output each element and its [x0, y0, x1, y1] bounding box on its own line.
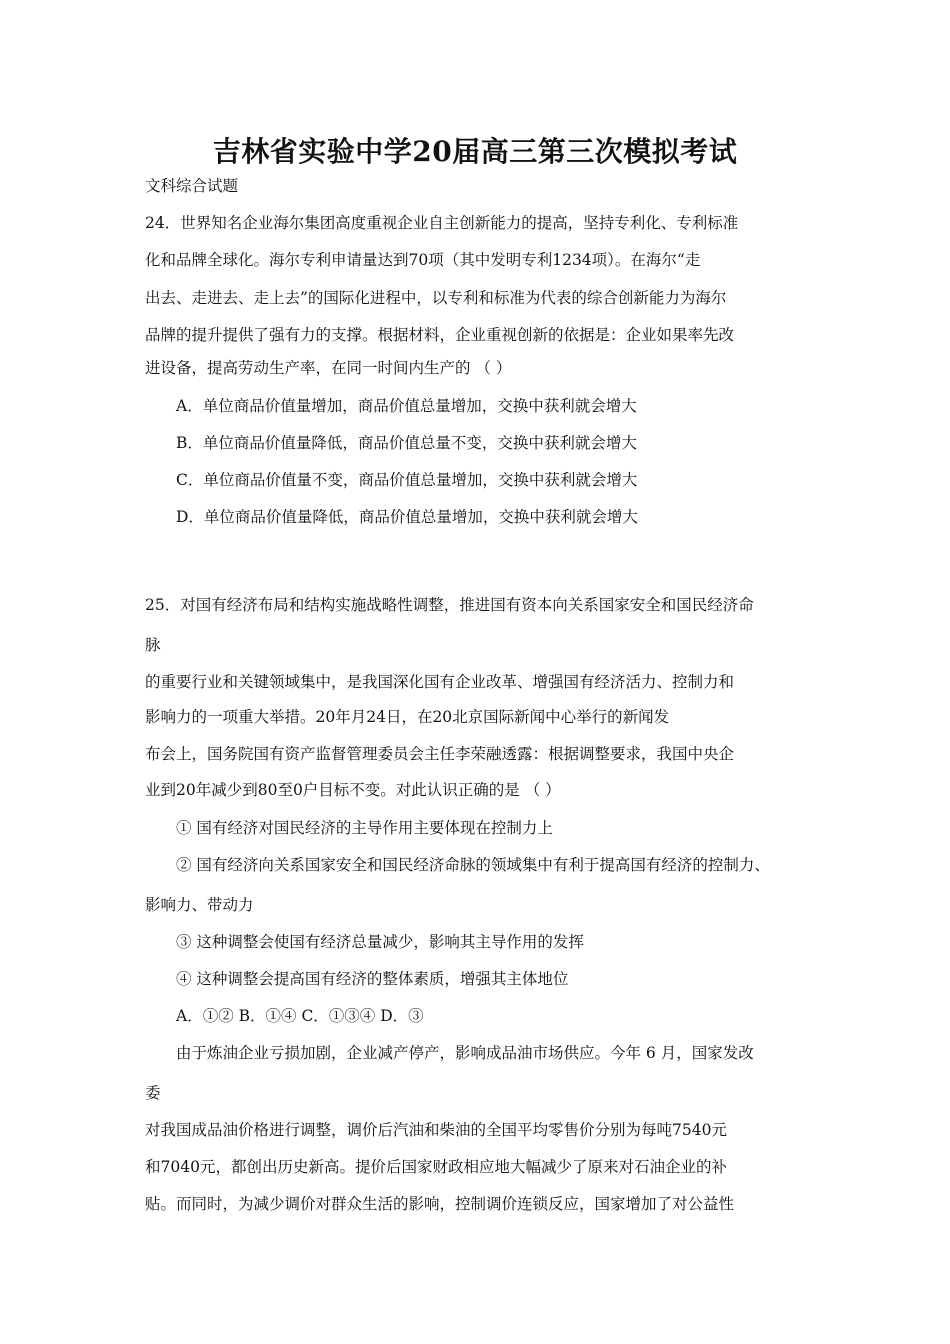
- question-24-option-c: C．单位商品价值量不变，商品价值总量增加，交换中获利就会增大: [176, 471, 638, 489]
- question-25-statement-1: ① 国有经济对国民经济的主导作用主要体现在控制力上: [176, 819, 553, 837]
- passage-line: 由于炼油企业亏损加剧，企业减产停产，影响成品油市场供应。今年 6 月，国家发改: [176, 1044, 754, 1062]
- question-25-answer-options: A．①② B．①④ C．①③④ D．③: [176, 1007, 424, 1025]
- question-25-statement-2-cont: 影响力、带动力: [145, 896, 254, 914]
- question-25-stem-line: 影响力的一项重大举措。20年月24日，在20北京国际新闻中心举行的新闻发: [145, 708, 670, 726]
- question-24-stem-line: 品牌的提升提供了强有力的支撑。根据材料，企业重视创新的依据是：企业如果率先改: [145, 326, 735, 344]
- question-25-statement-3: ③ 这种调整会使国有经济总量减少，影响其主导作用的发挥: [176, 933, 584, 951]
- question-24-stem-line: 出去、走进去、走上去”的国际化进程中，以专利和标准为代表的综合创新能力为海尔: [145, 289, 727, 307]
- question-24-option-a: A．单位商品价值量增加，商品价值总量增加，交换中获利就会增大: [176, 397, 637, 415]
- question-25-stem-line: 业到20年减少到80至0户目标不变。对此认识正确的是 （ ）: [145, 781, 561, 799]
- passage-line: 和7040元，都创出历史新高。提价后国家财政相应地大幅减少了原来对石油企业的补: [145, 1158, 727, 1176]
- question-25-statement-2: ② 国有经济向关系国家安全和国民经济命脉的领域集中有利于提高国有经济的控制力、: [176, 856, 770, 874]
- question-24-stem-line: 进设备，提高劳动生产率，在同一时间内生产的 （ ）: [145, 359, 512, 377]
- question-25-stem-line: 脉: [145, 636, 161, 654]
- question-25-stem-line: 布会上，国务院国有资产监督管理委员会主任李荣融透露：根据调整要求，我国中央企: [145, 745, 735, 763]
- document-subtitle: 文科综合试题: [145, 177, 239, 195]
- question-24-option-b: B．单位商品价值量降低，商品价值总量不变，交换中获利就会增大: [176, 434, 637, 452]
- question-24-stem-line: 化和品牌全球化。海尔专利申请量达到70项（其中发明专利1234项）。在海尔“走: [145, 251, 701, 269]
- question-25-stem-line: 25．对国有经济布局和结构实施战略性调整，推进国有资本向关系国家安全和国民经济命: [145, 596, 754, 614]
- passage-line: 贴。而同时，为减少调价对群众生活的影响，控制调价连锁反应，国家增加了对公益性: [145, 1195, 735, 1213]
- question-24-stem-line: 24．世界知名企业海尔集团高度重视企业自主创新能力的提高，坚持专利化、专利标准: [145, 214, 739, 232]
- passage-line: 对我国成品油价格进行调整，调价后汽油和柴油的全国平均零售价分别为每吨7540元: [145, 1121, 727, 1139]
- document-title: 吉林省实验中学20届高三第三次模拟考试: [212, 135, 738, 168]
- question-24-option-d: D．单位商品价值量降低，商品价值总量增加，交换中获利就会增大: [176, 508, 638, 526]
- question-25-statement-4: ④ 这种调整会提高国有经济的整体素质，增强其主体地位: [176, 970, 569, 988]
- passage-line: 委: [145, 1084, 161, 1102]
- question-25-stem-line: 的重要行业和关键领域集中，是我国深化国有企业改革、增强国有经济活力、控制力和: [145, 673, 735, 691]
